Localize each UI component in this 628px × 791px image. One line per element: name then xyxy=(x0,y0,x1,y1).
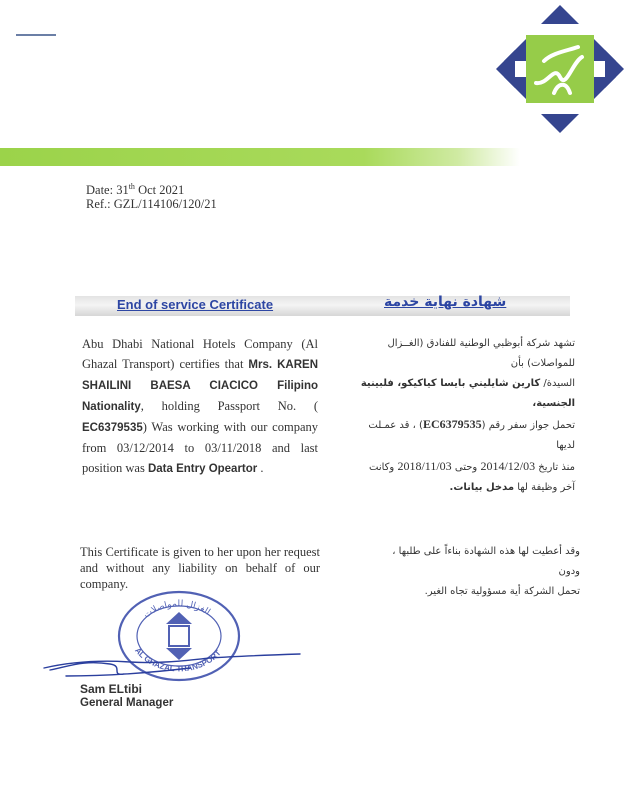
employment-text: ) Was working with our company from 03/12/2014 to 03/11/2018 and last position was xyxy=(82,420,318,475)
english-intro: Abu Dhabi National Hotels Company (Al Ghazal Transport) certifies that xyxy=(82,337,318,371)
arabic-liability-note xyxy=(380,542,580,602)
arabic-title-prefix: السيدة/ xyxy=(543,378,575,389)
ref-value: GZL/114106/120/21 xyxy=(113,197,217,212)
employee-nationality: Filipino Nationality xyxy=(82,380,318,413)
stamp-arabic-text: الغزال للمواصلات xyxy=(142,599,212,621)
english-liability-note: This Certificate is given to her upon her request and without any liability on behalf of our company. xyxy=(80,545,320,591)
passport-text: , holding Passport No. ( xyxy=(140,399,318,413)
arabic-line-4 xyxy=(350,456,575,478)
ref-line xyxy=(86,197,217,211)
title-arabic: شهادة نهاية خدمة xyxy=(384,294,507,310)
stamp-english-text: AL GHAZAL TRANSPORT xyxy=(133,646,223,674)
arabic-line-5 xyxy=(350,478,575,498)
arabic-since: منذ تاريخ xyxy=(538,462,575,473)
date-suffix: th xyxy=(128,182,135,191)
title-english: End of service Certificate xyxy=(117,297,274,312)
arabic-passport-prefix: تحمل جواز سفر رقم ( xyxy=(481,420,575,431)
stamp-logo-top xyxy=(166,612,192,624)
arabic-note-line-1: وقد أعطيت لها هذه الشهادة بناءاً على طلبها ، ودون xyxy=(392,546,580,577)
logo-top-triangle xyxy=(541,5,579,24)
company-logo xyxy=(496,5,624,133)
date-line xyxy=(86,180,217,197)
arabic-last-position-label: آخر وظيفة لها xyxy=(517,482,575,493)
passport-number: EC6379535 xyxy=(82,422,143,434)
letter-meta xyxy=(86,180,217,211)
arabic-line-3 xyxy=(350,414,575,456)
arabic-body xyxy=(350,334,575,498)
arabic-line-2 xyxy=(350,374,575,414)
arabic-employee-name: كارين شايليني بايسا كياكيكو، فلبينية الجنسية، xyxy=(360,378,575,409)
arabic-passport-number: EC6379535 xyxy=(422,417,482,431)
date-day: 31 xyxy=(116,183,129,198)
logo-green-square xyxy=(526,35,594,103)
top-left-rule xyxy=(16,34,56,36)
ref-label: Ref.: xyxy=(86,197,111,212)
arabic-line-1: تشهد شركة أبوظبي الوطنية للفنادق (الغــزال للمواصلات) بأن xyxy=(387,338,575,369)
arabic-start-date: 2014/12/03 xyxy=(480,459,536,473)
employee-position: Data Entry Opeartor xyxy=(147,463,258,475)
arabic-and-was: وكانت xyxy=(369,462,395,473)
letterhead-green-band xyxy=(0,148,520,166)
signatory-title: General Manager xyxy=(80,697,174,709)
employee-name: Mrs. KAREN SHAILINI BAESA CIACICO xyxy=(82,359,319,392)
arabic-position: مدخل بيانات. xyxy=(449,482,515,493)
arabic-passport-suffix: ) ، قد عمـلت لديها xyxy=(368,420,575,451)
date-value: Oct 2021 xyxy=(138,183,185,198)
arabic-until: وحتى xyxy=(454,462,478,473)
arabic-end-date: 2018/11/03 xyxy=(397,459,452,473)
date-label: Date: xyxy=(86,183,114,198)
english-end: . xyxy=(260,461,264,475)
arabic-note-line-2: تحمل الشركة أية مسؤولية تجاه الغير. xyxy=(424,586,580,597)
signatory-name: Sam ELtibi xyxy=(80,682,143,696)
english-body xyxy=(82,334,318,479)
logo-bottom-triangle xyxy=(541,114,579,133)
